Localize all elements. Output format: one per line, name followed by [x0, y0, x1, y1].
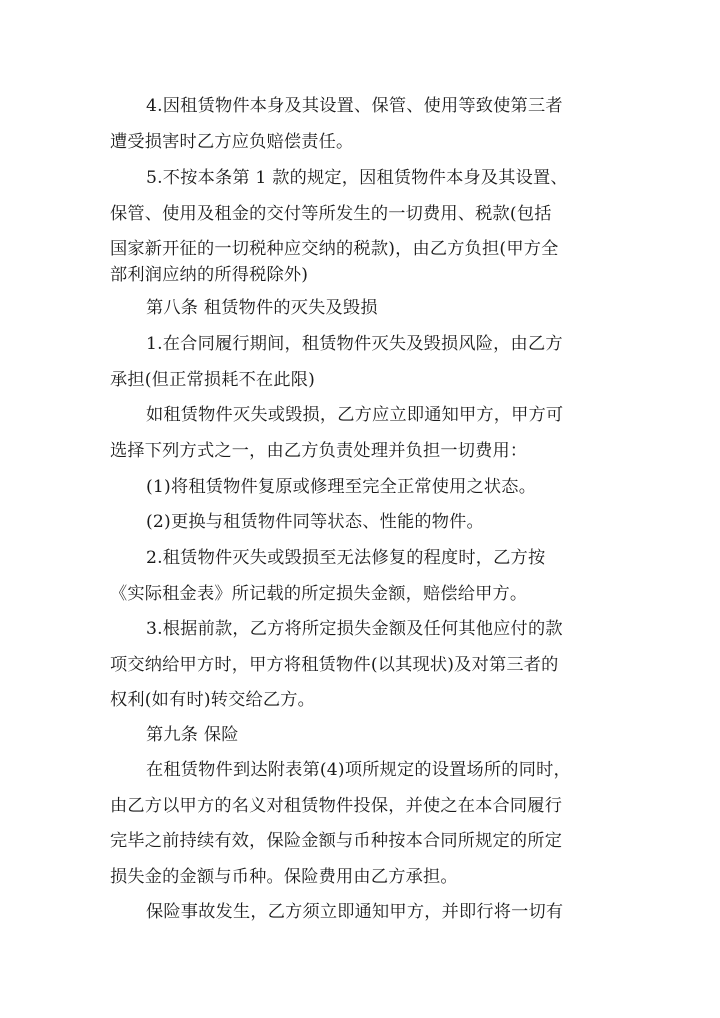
- text-line: 保管、使用及租金的交付等所发生的一切费用、税款(包括: [110, 204, 552, 224]
- text-line: 权利(如有时)转交给乙方。: [110, 690, 316, 710]
- text-line: 《实际租金表》所记载的所定损失金额，赔偿给甲方。: [110, 584, 528, 604]
- text-line: 国家新开征的一切税种应交纳的税款)，由乙方负担(甲方全: [110, 239, 559, 259]
- text-line: 在租赁物件到达附表第(4)项所规定的设置场所的同时，: [146, 760, 571, 780]
- text-line: 项交纳给甲方时，甲方将租赁物件(以其现状)及对第三者的: [110, 655, 559, 675]
- text-line: 选择下列方式之一，由乙方负责处理并负担一切费用：: [110, 441, 528, 461]
- text-line: 承担(但正常损耗不在此限): [110, 370, 316, 390]
- section-heading: 第九条 保险: [146, 725, 239, 745]
- text-line: (2)更换与租赁物件同等状态、性能的物件。: [146, 512, 484, 532]
- text-line: (1)将租赁物件复原或修理至完全正常使用之状态。: [146, 477, 537, 497]
- text-line: 保险事故发生，乙方须立即通知甲方，并即行将一切有: [146, 902, 564, 922]
- section-heading: 第八条 租赁物件的灭失及毁损: [146, 298, 378, 318]
- text-line: 5.不按本条第 1 款的规定，因租赁物件本身及其设置、: [146, 168, 568, 188]
- text-line: 遭受损害时乙方应负赔偿责任。: [110, 132, 354, 152]
- text-line: 1.在合同履行期间，租赁物件灭失及毁损风险，由乙方: [146, 334, 563, 354]
- text-line: 完毕之前持续有效，保险金额与币种按本合同所规定的所定: [110, 831, 563, 851]
- text-line: 损失金的金额与币种。保险费用由乙方承担。: [110, 867, 458, 887]
- text-line: 如租赁物件灭失或毁损，乙方应立即通知甲方，甲方可: [146, 405, 564, 425]
- text-line: 部利润应纳的所得税除外): [110, 265, 309, 285]
- text-line: 4.因租赁物件本身及其设置、保管、使用等致使第三者: [146, 96, 563, 116]
- text-line: 3.根据前款，乙方将所定损失金额及任何其他应付的款: [146, 619, 563, 639]
- text-line: 由乙方以甲方的名义对租赁物件投保，并使之在本合同履行: [110, 796, 563, 816]
- text-line: 2.租赁物件灭失或毁损至无法修复的程度时，乙方按: [146, 548, 546, 568]
